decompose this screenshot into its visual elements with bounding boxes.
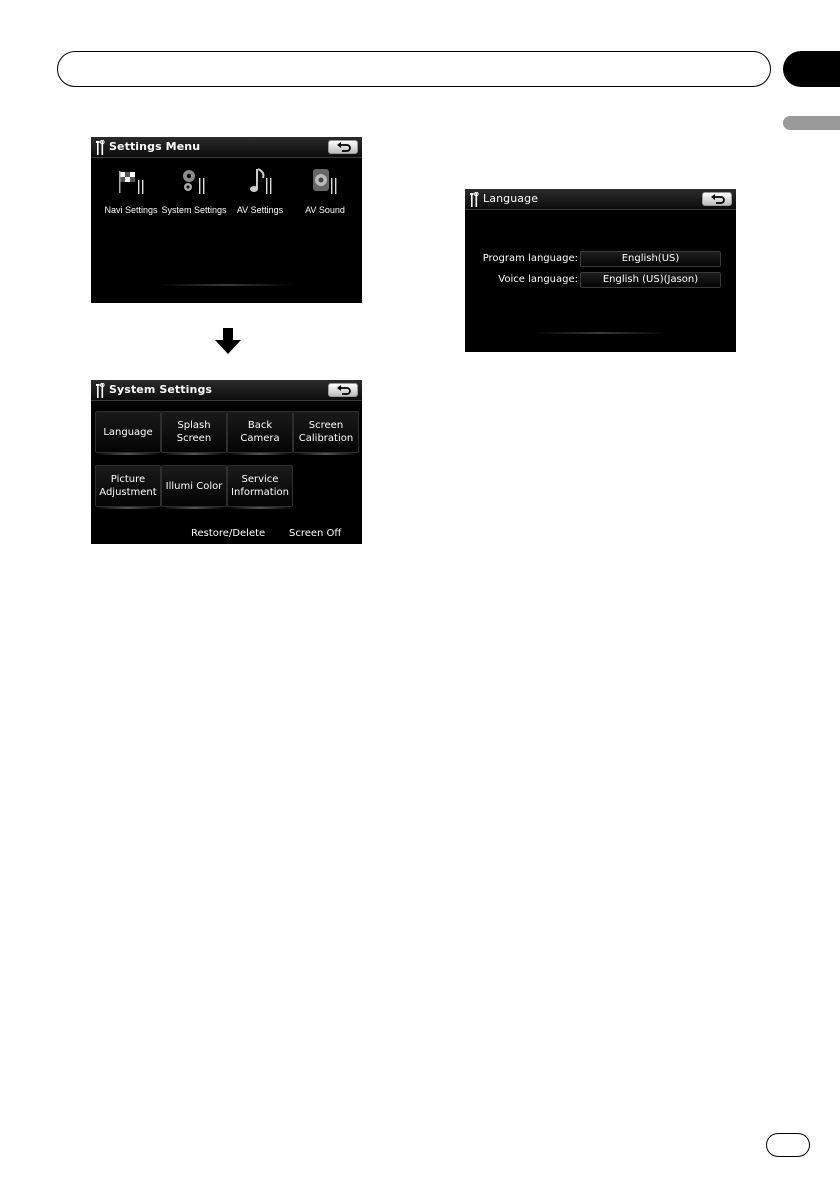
program-language-field[interactable]: English(US) (580, 251, 721, 267)
back-arrow-icon (336, 385, 352, 396)
music-note-icon (245, 166, 275, 196)
page-number-badge (766, 1133, 810, 1157)
program-language-label: Program language: (482, 253, 578, 264)
back-arrow-icon (336, 142, 352, 153)
back-button[interactable] (328, 383, 358, 397)
page-title: System Settings (109, 383, 213, 396)
gears-icon (179, 166, 209, 196)
screen-floor-line (533, 332, 669, 334)
screen-off-button[interactable]: Screen Off (289, 528, 342, 539)
back-camera-button[interactable]: Back Camera (227, 411, 293, 453)
picture-adjustment-button[interactable]: Picture Adjustment (95, 465, 161, 507)
title-bar (91, 137, 362, 158)
arrow-down-icon (214, 328, 242, 356)
menu-item-label: AV Settings (236, 205, 284, 215)
screen-calibration-button[interactable]: Screen Calibration (293, 411, 359, 453)
menu-item-label: System Settings (161, 205, 227, 215)
back-arrow-icon (710, 194, 726, 205)
language-screen (465, 189, 736, 352)
menu-item-navi-settings[interactable] (98, 161, 164, 223)
section-side-tab (783, 116, 840, 130)
illumi-color-button[interactable]: Illumi Color (161, 465, 227, 507)
screen-floor-line (159, 284, 295, 286)
menu-item-av-sound[interactable] (292, 161, 358, 223)
voice-language-field[interactable]: English (US)(Jason) (580, 272, 721, 288)
menu-item-system-settings[interactable] (161, 161, 227, 223)
menu-item-av-settings[interactable] (227, 161, 293, 223)
menu-item-label: AV Sound (305, 205, 345, 215)
chapter-header-bar (57, 51, 771, 87)
speaker-icon (310, 166, 340, 196)
tools-icon (96, 383, 105, 398)
page-title: Language (483, 192, 539, 205)
chapter-tab (783, 51, 840, 87)
settings-menu-screen (91, 137, 362, 303)
splash-screen-button[interactable]: Splash Screen (161, 411, 227, 453)
back-button[interactable] (702, 192, 732, 206)
tools-icon (96, 140, 105, 155)
menu-item-label: Navi Settings (104, 205, 158, 215)
back-button[interactable] (328, 140, 358, 154)
title-bar (465, 189, 736, 210)
restore-delete-button[interactable]: Restore/Delete (191, 528, 266, 539)
tools-icon (470, 192, 479, 207)
service-information-button[interactable]: Service Information (227, 465, 293, 507)
checkered-flag-icon (116, 166, 146, 196)
voice-language-label: Voice language: (498, 274, 578, 285)
title-bar (91, 380, 362, 401)
page-title: Settings Menu (109, 140, 201, 153)
system-settings-screen (91, 380, 362, 544)
language-button[interactable]: Language (95, 411, 161, 453)
